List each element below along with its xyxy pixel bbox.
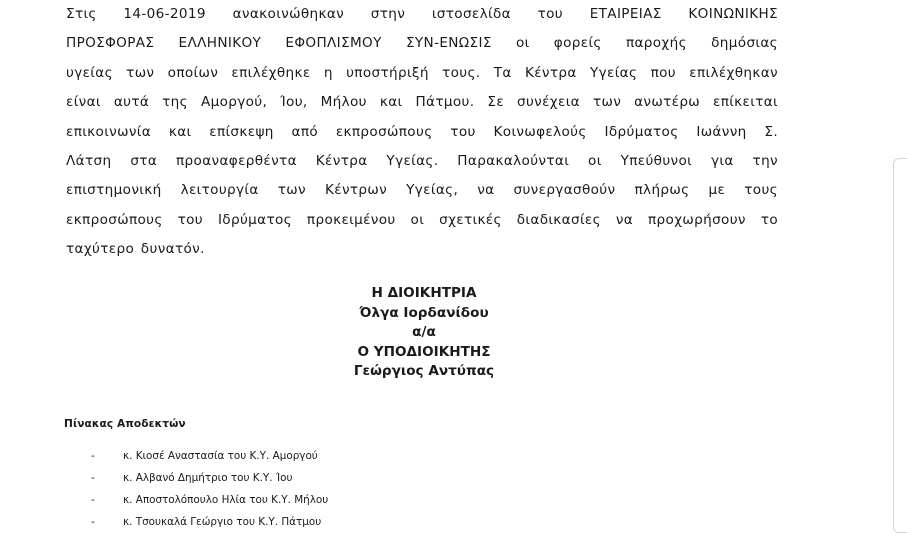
signature-block xyxy=(308,284,540,382)
recipient-name: κ. Αποστολόπουλο Ηλία του Κ.Υ. Μήλου xyxy=(123,494,329,506)
paragraph-line: επικοινωνία και επίσκεψη από εκπροσώπους του Κοινωφελούς Ιδρύματος Ιωάννη Σ. xyxy=(66,123,778,140)
deputy-title: Ο ΥΠΟΔΙΟΙΚΗΤΗΣ xyxy=(357,343,491,360)
announcement-paragraph xyxy=(66,0,778,265)
paragraph-line: εκπροσώπους του Ιδρύματος προκειμένου οι σχετικές διαδικασίες να προχωρήσουν το xyxy=(66,211,778,228)
bullet-dash: - xyxy=(91,472,95,484)
signatory-title: Η ΔΙΟΙΚΗΤΡΙΑ xyxy=(371,285,477,301)
deputy-name: Γεώργιος Αντύπας xyxy=(353,363,495,380)
list-item xyxy=(91,467,328,489)
paragraph-line: ΠΡΟΣΦΟΡΑΣ ΕΛΛΗΝΙΚΟΥ ΕΦΟΠΛΙΣΜΟΥ ΣΥΝ-ΕΝΩΣΙΣ οι φορείς παροχής δημόσιας xyxy=(66,35,778,52)
paragraph-line: επιστημονική λειτουργία των Κέντρων Υγείας, να συνεργασθούν πλήρως με τους xyxy=(66,182,778,199)
bullet-dash: - xyxy=(91,450,95,462)
on-behalf-note: α/α xyxy=(412,324,436,341)
paragraph-line: είναι αυτά της Αμοργού, Ίου, Μήλου και Πάτμου. Σε συνέχεια των ανωτέρω επίκειται xyxy=(66,94,778,111)
list-item xyxy=(91,489,328,511)
paragraph-line: υγείας των οποίων επιλέχθηκε η υποστήριξή τους. Τα Κέντρα Υγείας που επιλέχθηκαν xyxy=(66,64,778,81)
bullet-dash: - xyxy=(91,516,95,528)
bullet-dash: - xyxy=(91,494,95,506)
list-item xyxy=(91,445,328,467)
recipients-list xyxy=(91,445,328,533)
paragraph-line: ταχύτερο δυνατόν. xyxy=(66,241,205,258)
paragraph-line: Στις 14-06-2019 ανακοινώθηκαν στην ιστοσελίδα του ΕΤΑΙΡΕΙΑΣ ΚΟΙΝΩΝΙΚΗΣ xyxy=(66,6,778,22)
signatory-name: Όλγα Ιορδανίδου xyxy=(359,304,489,321)
recipients-heading: Πίνακας Αποδεκτών xyxy=(64,418,186,430)
recipient-name: κ. Κιοσέ Αναστασία του Κ.Υ. Αμοργού xyxy=(123,450,318,462)
recipient-name: κ. Αλβανό Δημήτριο του Κ.Υ. Ίου xyxy=(123,472,293,484)
list-item xyxy=(91,511,328,533)
recipient-name: κ. Τσουκαλά Γεώργιο του Κ.Υ. Πάτμου xyxy=(123,516,322,528)
side-panel-edge xyxy=(893,158,907,533)
paragraph-line: Λάτση στα προαναφερθέντα Κέντρα Υγείας. Παρακαλούνται οι Υπεύθυνοι για την xyxy=(66,152,778,169)
